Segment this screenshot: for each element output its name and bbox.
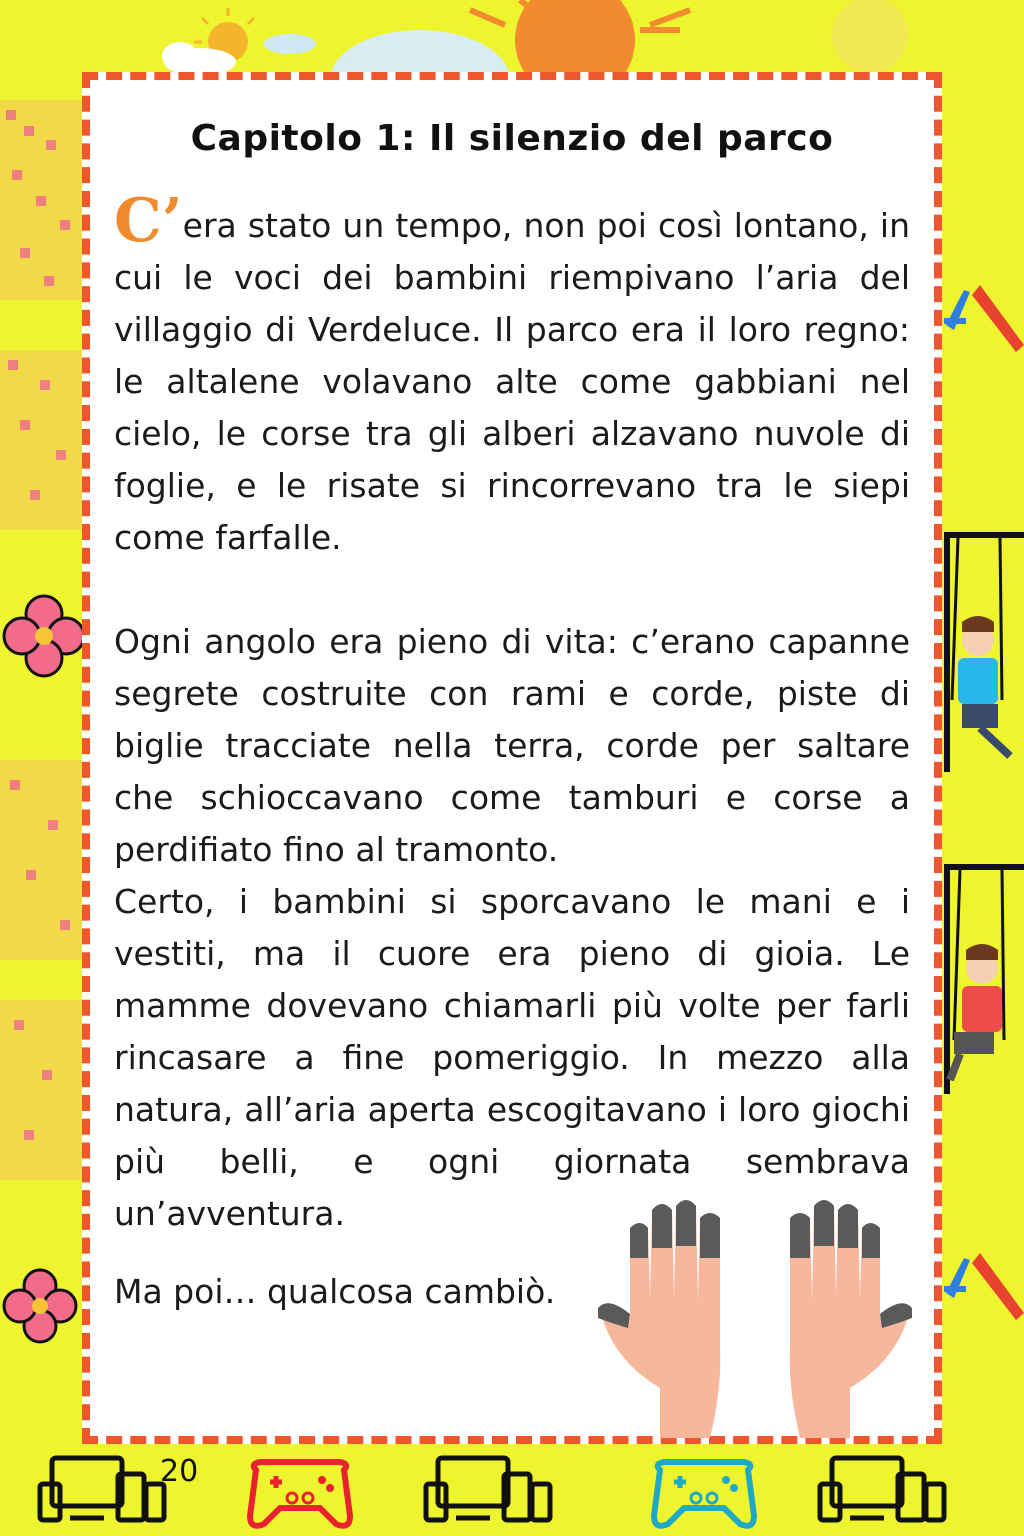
left-hand <box>598 1200 720 1438</box>
page-title: Capitolo 1: Il silenzio del parco <box>190 118 834 159</box>
paragraph-4: Ma poi… qualcosa cambiò. <box>114 1272 556 1311</box>
glow-decoration <box>832 0 908 73</box>
page-number: 20 <box>160 1454 199 1489</box>
slide-icon <box>944 1253 1024 1320</box>
pixel-pattern-lower <box>0 760 82 1180</box>
bottom-decoration <box>0 1444 1024 1536</box>
gamepad-icon <box>654 1462 754 1526</box>
right-hand <box>790 1200 912 1438</box>
paragraph-2: Ogni angolo era pieno di vita: c’erano capanne segrete costruite con rami e corde, piste di biglie tracciate nella terra, corde per saltare che schioccavano come tamburi e corse a perdifiato fino al tramonto. <box>114 622 910 869</box>
dirty-hands-icon <box>590 1188 920 1438</box>
paragraph-1-text: era stato un tempo, non poi così lontano, in cui le voci dei bambini riempivano l’aria del villaggio di Verdeluce. Il parco era il loro regno: le altalene volavano alte come gabbiani nel cielo, le corse tra gli alberi alzavano nuvole di foglie, e le risate si rincorrevano tra le siepi come farfalle. <box>114 206 910 557</box>
devices-icon <box>820 1458 944 1520</box>
big-sun-icon <box>330 0 690 80</box>
pixel-flower-icon <box>4 596 84 676</box>
swing-icon <box>944 532 1024 772</box>
left-decoration <box>0 0 90 1440</box>
top-decoration <box>0 0 1024 80</box>
devices-icon <box>426 1458 550 1520</box>
pixel-flower-icon <box>4 1270 76 1342</box>
paragraph-1 <box>114 186 910 564</box>
gamepad-icon <box>250 1462 350 1526</box>
right-decoration <box>940 0 1024 1440</box>
paragraph-3: Certo, i bambini si sporcavano le mani e i vestiti, ma il cuore era pieno di gioia. Le mamme dovevano chiamarli più volte per farli rincasare a fine pomeriggio. In mezzo alla natura, all’aria aperta escogitavano i loro giochi più belli, e ogni giornata sembrava un’avventura. <box>114 882 910 1233</box>
drop-cap: C’ <box>114 186 183 256</box>
pixel-pattern-top <box>0 100 82 300</box>
pixel-pattern-mid <box>0 350 82 530</box>
swing-icon <box>944 864 1024 1094</box>
story-page <box>82 72 942 1444</box>
devices-icon <box>40 1458 164 1520</box>
slide-icon <box>944 285 1024 352</box>
